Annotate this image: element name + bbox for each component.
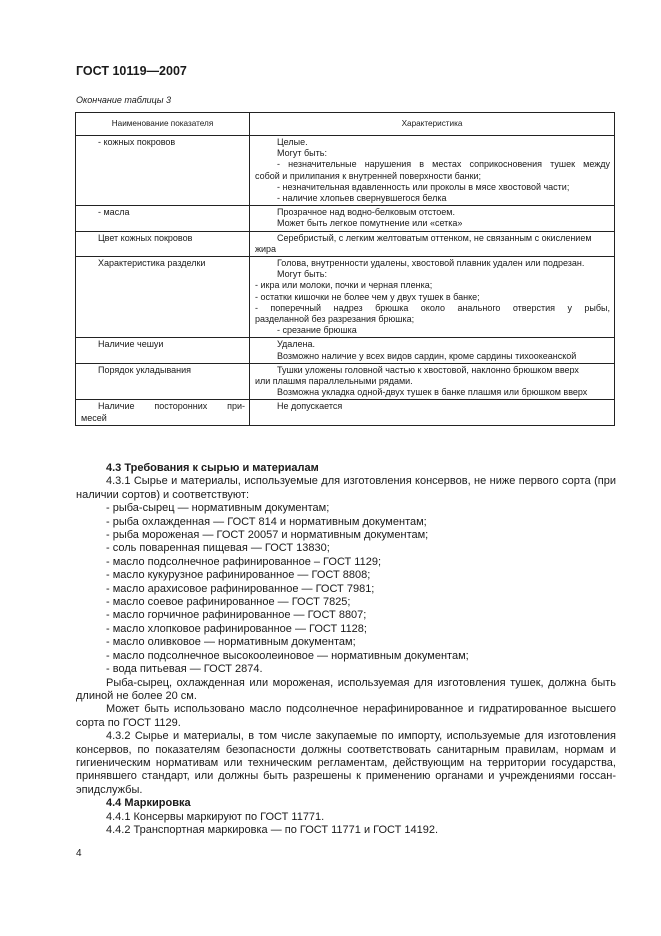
name-line: Наличие посторонних при- <box>98 401 245 412</box>
section-heading-4-3: 4.3 Требования к сырью и материалам <box>106 462 319 474</box>
table-row <box>76 257 615 338</box>
row-name: Наличие чешуи <box>76 338 250 363</box>
name-line: месей <box>81 412 107 423</box>
list-item: - соль поваренная пищевая — ГОСТ 13830; <box>106 542 330 555</box>
char-line: Возможна укладка одной-двух тушек в банке плашмя или брюшком вверх <box>277 387 588 398</box>
table-caption: Окончание таблицы 3 <box>76 95 171 105</box>
char-line: Прозрачное над водно-белковым отстоем. <box>277 207 455 218</box>
paragraph-4-4-2: 4.4.2 Транспортная маркировка — по ГОСТ 11771 и ГОСТ 14192. <box>106 823 439 836</box>
char-line: - незначительная вдавленность или проколы в мясе хвостовой части; <box>277 181 570 192</box>
char-line: Серебристый, с легким желтоватым оттенком, не связанным с окислением <box>277 232 592 243</box>
list-item: - рыба охлажденная — ГОСТ 814 и нормативным документам; <box>106 515 427 528</box>
paragraph-oil: Может быть использовано масло подсолнечное нерафинированное и гидратированное высшего сорта по ГОСТ 1129. <box>76 703 616 729</box>
characteristics-table <box>75 112 615 426</box>
row-name: - кожных покровов <box>76 136 250 206</box>
char-line: Могут быть: <box>277 148 327 159</box>
paragraph-4-4-1: 4.4.1 Консервы маркируют по ГОСТ 11771. <box>106 810 325 823</box>
table-row <box>76 363 615 400</box>
list-item: - вода питьевая — ГОСТ 2874. <box>106 663 263 676</box>
row-characteristic <box>250 136 615 206</box>
row-characteristic <box>250 400 615 425</box>
char-line: Может быть легкое помутнение или «сетка» <box>277 218 463 229</box>
table-row <box>76 206 615 231</box>
char-line: - икра или молоки, почки и черная пленка; <box>255 280 433 291</box>
table-row <box>76 338 615 363</box>
row-name <box>76 400 250 425</box>
row-name: Цвет кожных покровов <box>76 231 250 256</box>
list-item: - масло арахисовое рафинированное — ГОСТ 7981; <box>106 582 375 595</box>
char-line: - срезание брюшка <box>277 325 357 336</box>
paragraph-4-3-1: 4.3.1 Сырье и материалы, используемые для изготовления консервов, не ниже первого сорта (при <box>106 475 616 488</box>
char-line: - остатки кишочки не более чем у двух тушек в банке; <box>255 291 480 302</box>
row-characteristic <box>250 231 615 256</box>
list-item: - рыба мороженая — ГОСТ 20057 и нормативным документам; <box>106 529 429 542</box>
list-item: - масло подсолнечное высокоолеиновое — нормативным документам; <box>106 649 469 662</box>
row-characteristic <box>250 338 615 363</box>
char-line: Возможно наличие у всех видов сардин, кроме сардины тихоокеанской <box>277 350 577 361</box>
list-item: - масло кукурузное рафинированное — ГОСТ 8808; <box>106 569 371 582</box>
char-line: Удалена. <box>277 339 316 350</box>
char-line: Целые. <box>277 137 308 147</box>
section-heading-4-4: 4.4 Маркировка <box>106 797 191 810</box>
char-line: или плашмя параллельными рядами. <box>255 376 413 387</box>
char-line: Тушки уложены головной частью к хвостовой, наклонно брюшком вверх <box>277 364 579 375</box>
document-id: ГОСТ 10119—2007 <box>76 64 187 78</box>
column-header-characteristic: Характеристика <box>250 113 615 136</box>
char-line: жира <box>255 243 277 254</box>
page-number: 4 <box>76 848 82 859</box>
char-line: собой и прилипания к внутренней поверхности банки; <box>255 170 482 181</box>
char-line: Голова, внутренности удалены, хвостовой плавник удален или подрезан. <box>277 258 585 269</box>
list-item: - масло оливковое — нормативным документам; <box>106 636 356 649</box>
section-4-3 <box>76 462 616 837</box>
paragraph-4-3-2: 4.3.2 Сырье и материалы, в том числе закупаемые по импорту, используемые для изготовления консервов, по показателям безопасности должны соответствовать санитарным правилам, нормам и гигиеническим нормативам или техническим регламентам, действующим на территории государства, принявшего стандарт, или должны быть разрешены к применению органами и учреждениями госсанэпидслужбы. <box>76 730 616 796</box>
column-header-name: Наименование показателя <box>76 113 250 136</box>
row-name: Характеристика разделки <box>76 257 250 338</box>
table-row <box>76 231 615 256</box>
char-line: - незначительные нарушения в местах соприкосновения тушек между <box>277 159 610 170</box>
row-name: - масла <box>76 206 250 231</box>
materials-list <box>76 502 616 676</box>
table-row <box>76 400 615 425</box>
row-name: Порядок укладывания <box>76 363 250 400</box>
row-characteristic <box>250 363 615 400</box>
char-line: - поперечный надрез брюшка около анального отверстия у рыбы, <box>255 302 610 313</box>
char-line: Не допускается <box>277 401 343 412</box>
list-item: - рыба-сырец — нормативным документам; <box>106 502 330 515</box>
char-line: разделанной без разрезания брюшка; <box>255 314 415 325</box>
paragraph-4-3-1-cont: наличии сортов) и соответствуют: <box>76 488 250 501</box>
char-line: Могут быть: <box>277 269 327 280</box>
list-item: - масло соевое рафинированное — ГОСТ 7825; <box>106 596 351 609</box>
row-characteristic <box>250 257 615 338</box>
list-item: - масло горчичное рафинированное — ГОСТ 8807; <box>106 609 367 622</box>
char-line: - наличие хлопьев свернувшегося белка <box>277 193 447 204</box>
list-item: - масло хлопковое рафинированное — ГОСТ 1128; <box>106 622 367 635</box>
row-characteristic <box>250 206 615 231</box>
table-header-row <box>76 113 615 136</box>
paragraph-fish-length: Рыба-сырец, охлажденная или мороженая, используемая для изготовления тушек, должна быть длиной не более 20 см. <box>76 676 616 702</box>
list-item: - масло подсолнечное рафинированное – ГОСТ 1129; <box>106 555 382 568</box>
table-row <box>76 136 615 206</box>
